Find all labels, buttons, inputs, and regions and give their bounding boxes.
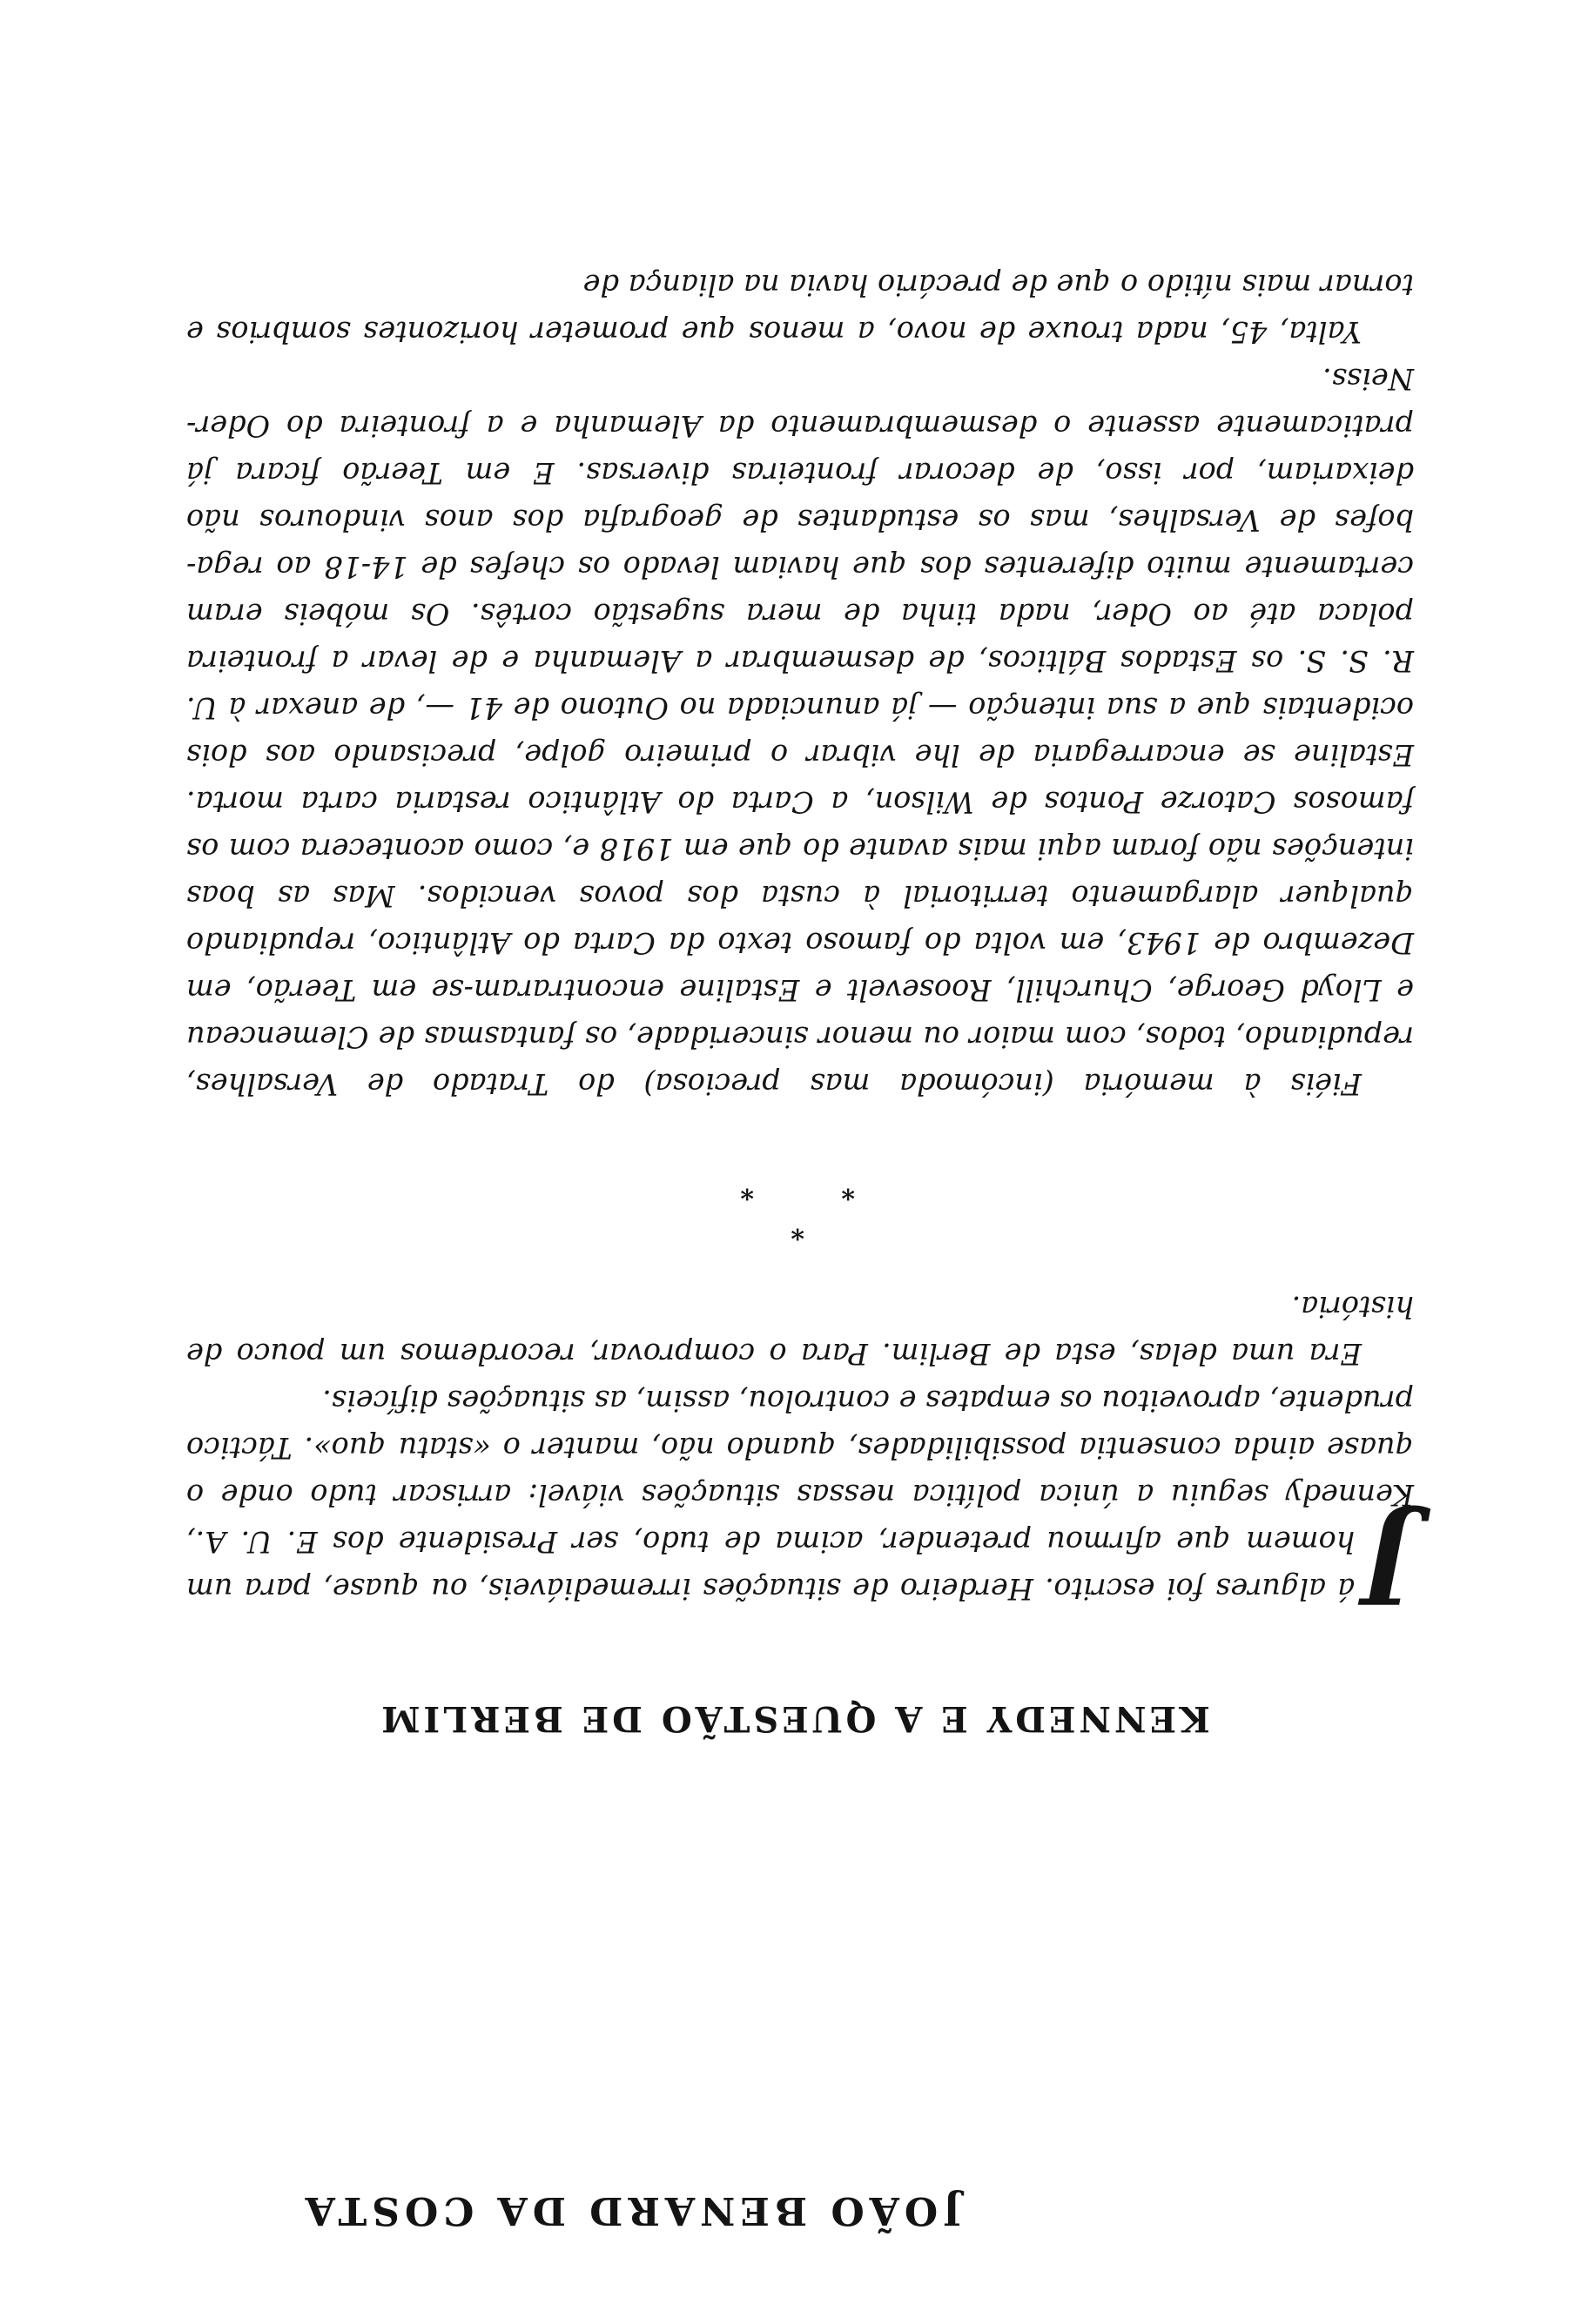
- section-separator: [707, 1158, 881, 1245]
- separator-star: *: [841, 1174, 855, 1205]
- separator-star: *: [740, 1174, 754, 1205]
- paragraph-text: á algures foi escrito. Herdeiro de situações irremediáveis, ou quase, para um homem que afirmou pretender, acima de tudo, ser Presidente dos E. U. A., Kennedy seguiu a única política nessas situações viável: arriscar tudo onde o quase ainda consentia possibilidades, quando não, manter o «statu quo». Táctico prudente, aproveitou os empates e controlou, assim, as situações difíceis.: [186, 1384, 1414, 1606]
- paragraph: Yalta, 45, nada trouxe de novo, a menos que prometer horizontes sombrios e tornar mais nítido o que de precário havia na aliança de: [186, 268, 1414, 349]
- paragraph: [186, 1377, 1414, 1628]
- body-text-bottom: [186, 261, 1414, 1107]
- author-header: JOÃO BENARD DA COSTA: [299, 2188, 961, 2233]
- drop-cap: J: [1363, 1502, 1414, 1628]
- separator-star: *: [791, 1214, 804, 1245]
- paragraph: Fiéis à memória (incómoda mas preciosa) do Tratado de Versalhes, repudiando, todos, com maior ou menor sinceridade, os fantasmas de Clemenceau e Lloyd George, Churchill, Roosevelt e Estaline encontraram-se em Teerão, em Dezembro de 1943, em volta do famoso texto da Carta do Atlântico, repudiando qualquer alargamento territorial à custa dos povos vencidos. Mas as boas intenções não foram aqui mais avante do que em 1918 e, como acontecera com os famosos Catorze Pontos de Wilson, a Carta do Atlântico restaria carta morta. Estaline se encarregaria de lhe vibrar o primeiro golpe, precisando aos dois ocidentais que a sua intenção — já anunciada no Outono de 41 —, de anexar à U. R. S. S. os Estados Bálticos, de desmembrar a Alemanha e de levar a fronteira polaca até ao Oder, nada tinha de mera sugestão cortês. Os móbeis eram certamente muito diferentes dos que haviam levado os chefes de 14-18 ao rega-bofes de Versalhes, mas os estudantes de geografia dos anos vindouros não deixariam, por isso, de decorar fronteiras diversas. E em Teerão ficara já praticamente assente o desmembramento da Alemanha e a fronteira do Oder-Neiss.: [186, 362, 1414, 1101]
- chapter-title: KENNEDY E A QUESTÃO DE BERLIM: [378, 1698, 1210, 1739]
- body-text-top: [186, 1283, 1414, 1628]
- paragraph: Era uma delas, esta de Berlim. Para o comprovar, recordemos um pouco de história.: [186, 1290, 1414, 1371]
